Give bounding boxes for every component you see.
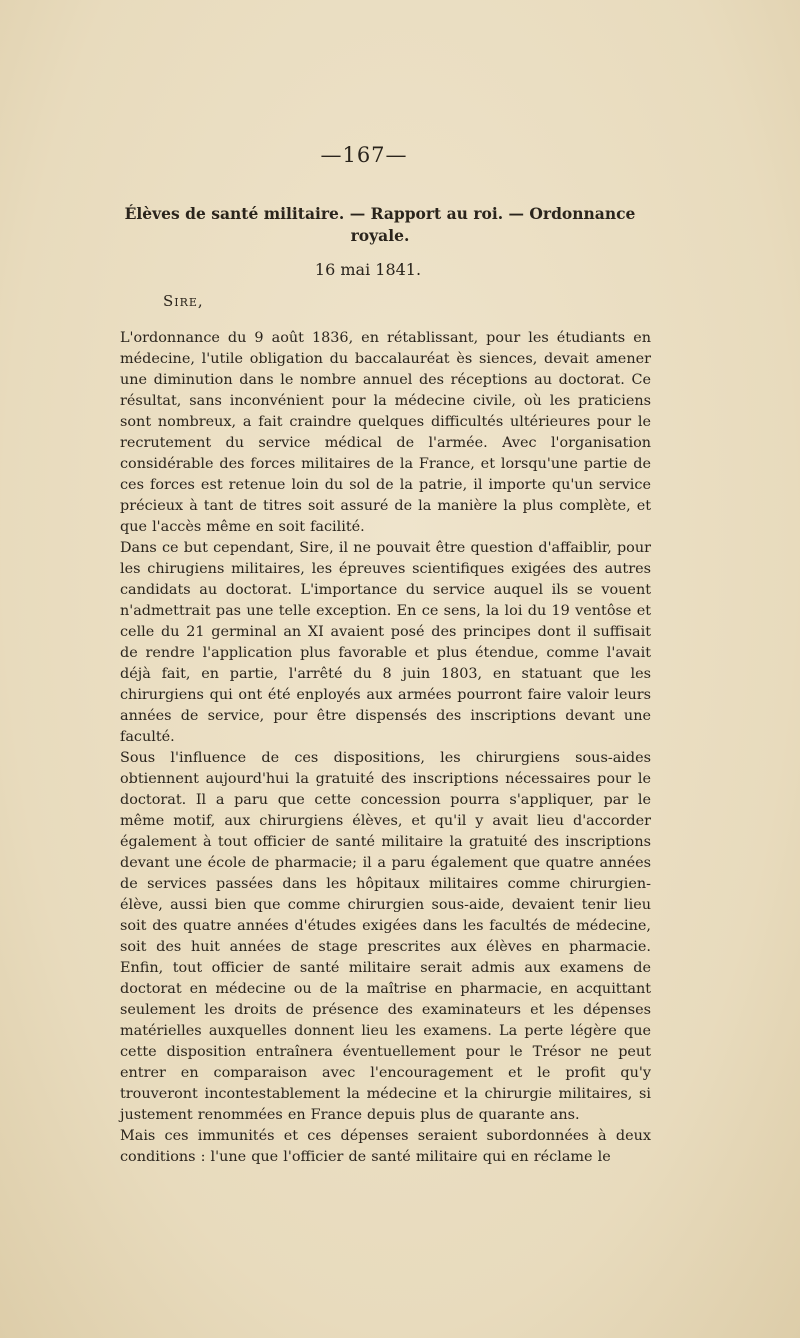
paragraph: Sous l'influence de ces dispositions, les chirurgiens sous-aides obtiennent aujourd'hui la gratuité des inscriptions nécessaires pour le doctorat. Il a paru que cette concession pourra s'appliquer, par le même motif, aux chirurgiens élèves, et qu'il y avait lieu d'accorder également à tout officier de santé militaire la gratuité des inscriptions devant une école de pharmacie; il a paru également que quatre années de services passées dans les hôpitaux militaires comme chirurgien-élève, aussi bien que comme chirurgien sous-aide, devaient tenir lieu soit des quatre années d'études exigées dans les facultés de médecine, soit des huit années de stage prescrites aux élèves en pharmacie. Enfin, tout officier de santé militaire serait admis aux examens de doctorat en médecine ou de la maîtrise en pharmacie, en acquittant seulement les droits de présence des examinateurs et les dépenses matérielles auxquelles donnent lieu les examens. La perte légère que cette disposition entraînera éventuellement pour le Trésor ne peut entrer en comparaison avec l'encouragement et le profit qu'y trouveront incontestablement la médecine et la chirurgie militaires, si justement renommées en France depuis plus de quarante ans. xyxy=(120,750,651,1123)
paragraph: Mais ces immunités et ces dépenses seraient subordonnées à deux conditions : l'une que l'officier de santé militaire qui en réclame le xyxy=(120,1128,651,1165)
page-number: —167— xyxy=(320,143,408,167)
salutation: Sire, xyxy=(163,292,204,310)
paragraph: L'ordonnance du 9 août 1836, en rétablissant, pour les étudiants en médecine, l'utile obligation du baccalauréat ès siences, devait amener une diminution dans le nombre annuel des réceptions au doctorat. Ce résultat, sans inconvénient pour la médecine civile, où les praticiens sont nombreux, a fait craindre quelques difficultés ultérieures pour le recrutement du service médical de l'armée. Avec l'organisation considérable des forces militaires de la France, et lorsqu'une partie de ces forces est retenue loin du sol de la patrie, il importe qu'un service précieux à tant de titres soit assuré de la manière la plus complète, et que l'accès même en soit facilité. xyxy=(120,330,651,535)
paragraph: Dans ce but cependant, Sire, il ne pouvait être question d'affaiblir, pour les chirugiens militaires, les épreuves scientifiques exigées des autres candidats au doctorat. L'importance du service auquel ils se vouent n'admettrait pas une telle exception. En ce sens, la loi du 19 ventôse et celle du 21 germinal an XI avaient posé des principes dont il suffisait de rendre l'application plus favorable et plus étendue, comme l'avait déjà fait, en partie, l'arrêté du 8 juin 1803, en statuant que les chirurgiens qui ont été enployés aux armées pourront faire valoir leurs années de service, pour être dispensés des inscriptions devant une faculté. xyxy=(120,540,651,745)
document-date: 16 mai 1841. xyxy=(314,260,422,279)
page-title: Élèves de santé militaire. — Rapport au roi. — Ordonnance royale. xyxy=(124,204,636,245)
body-text xyxy=(120,328,651,1168)
